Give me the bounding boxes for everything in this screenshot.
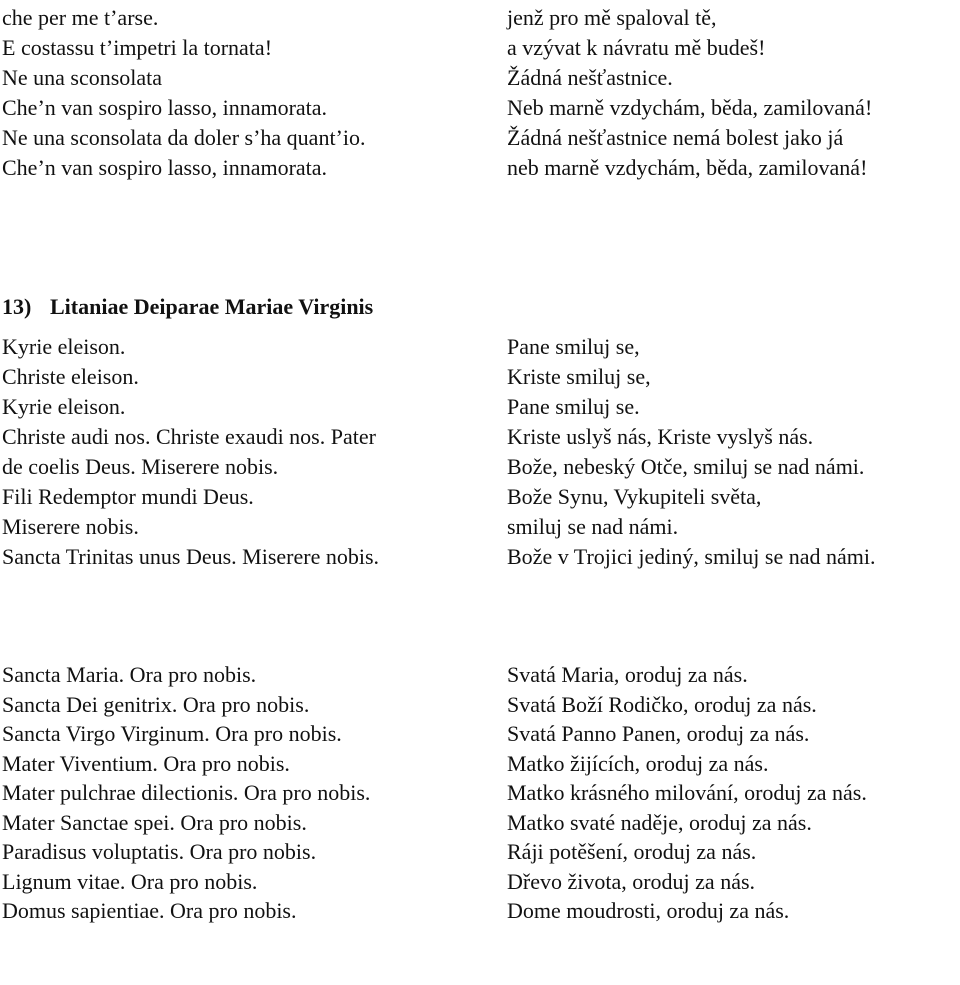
section-heading xyxy=(2,292,373,322)
top-latin-column xyxy=(2,3,366,183)
litany-block2-latin xyxy=(2,660,370,926)
top-czech-column xyxy=(507,3,872,183)
litany-block2-czech xyxy=(507,660,867,926)
text-line: Kyrie eleison. xyxy=(2,394,126,419)
text-line: Christe eleison. xyxy=(2,364,139,389)
text-line: Žádná nešťastnice nemá bolest jako já xyxy=(507,125,844,150)
text-line: Lignum vitae. Ora pro nobis. xyxy=(2,868,258,894)
text-line: Dome moudrosti, oroduj za nás. xyxy=(507,898,790,923)
text-line: Bože v Trojici jediný, smiluj se nad námi. xyxy=(507,544,876,569)
section-number: 13) xyxy=(2,294,32,319)
text-line: de coelis Deus. Miserere nobis. xyxy=(2,454,279,479)
text-line: Mater Sanctae spei. Ora pro nobis. xyxy=(2,809,307,835)
text-line: Sancta Maria. Ora pro nobis. xyxy=(2,662,257,687)
text-line: Kriste smiluj se, xyxy=(507,364,651,389)
text-line: Bože, nebeský Otče, smiluj se nad námi. xyxy=(507,454,865,479)
text-line: Domus sapientiae. Ora pro nobis. xyxy=(2,898,297,923)
text-line: Paradisus voluptatis. Ora pro nobis. xyxy=(2,839,317,864)
text-line: Kriste uslyš nás, Kriste vyslyš nás. xyxy=(507,424,814,449)
litany-block1-czech xyxy=(507,332,875,572)
text-line: neb marně vzdychám, běda, zamilovaná! xyxy=(507,155,868,180)
text-line: che per me t’arse. xyxy=(2,5,159,30)
litany-block1-latin xyxy=(2,332,379,572)
text-line: Bože Synu, Vykupiteli světa, xyxy=(507,484,762,509)
text-line: Fili Redemptor mundi Deus. xyxy=(2,484,254,509)
section-title: Litaniae Deiparae Mariae Virginis xyxy=(50,294,374,319)
text-line: Sancta Virgo Virginum. Ora pro nobis. xyxy=(2,721,342,746)
text-line: Miserere nobis. xyxy=(2,514,139,539)
text-line: Matko žijících, oroduj za nás. xyxy=(507,750,769,776)
text-line: Svatá Panno Panen, oroduj za nás. xyxy=(507,721,810,746)
text-line: Che’n van sospiro lasso, innamorata. xyxy=(2,155,328,180)
text-line: a vzývat k návratu mě budeš! xyxy=(507,35,766,60)
text-line: jenž pro mě spaloval tě, xyxy=(507,5,717,30)
text-line: Pane smiluj se, xyxy=(507,334,640,359)
text-line: Ne una sconsolata xyxy=(2,65,163,90)
text-line: Neb marně vzdychám, běda, zamilovaná! xyxy=(507,95,873,120)
text-line: Ráji potěšení, oroduj za nás. xyxy=(507,839,757,864)
text-line: smiluj se nad námi. xyxy=(507,514,679,539)
text-line: Žádná nešťastnice. xyxy=(507,65,673,90)
text-line: Mater Viventium. Ora pro nobis. xyxy=(2,750,290,776)
text-line: Ne una sconsolata da doler s’ha quant’io. xyxy=(2,125,366,150)
text-line: Sancta Dei genitrix. Ora pro nobis. xyxy=(2,691,310,717)
text-line: Matko svaté naděje, oroduj za nás. xyxy=(507,809,812,835)
text-line: Mater pulchrae dilectionis. Ora pro nobis. xyxy=(2,780,371,805)
text-line: Che’n van sospiro lasso, innamorata. xyxy=(2,95,328,120)
text-line: Kyrie eleison. xyxy=(2,334,126,359)
text-line: Dřevo života, oroduj za nás. xyxy=(507,868,756,894)
text-line: Svatá Maria, oroduj za nás. xyxy=(507,662,748,687)
text-line: Pane smiluj se. xyxy=(507,394,640,419)
text-line: E costassu t’impetri la tornata! xyxy=(2,35,273,60)
text-line: Sancta Trinitas unus Deus. Miserere nobis. xyxy=(2,544,380,569)
text-line: Svatá Boží Rodičko, oroduj za nás. xyxy=(507,691,817,717)
text-line: Matko krásného milování, oroduj za nás. xyxy=(507,780,867,805)
text-line: Christe audi nos. Christe exaudi nos. Pater xyxy=(2,424,376,449)
